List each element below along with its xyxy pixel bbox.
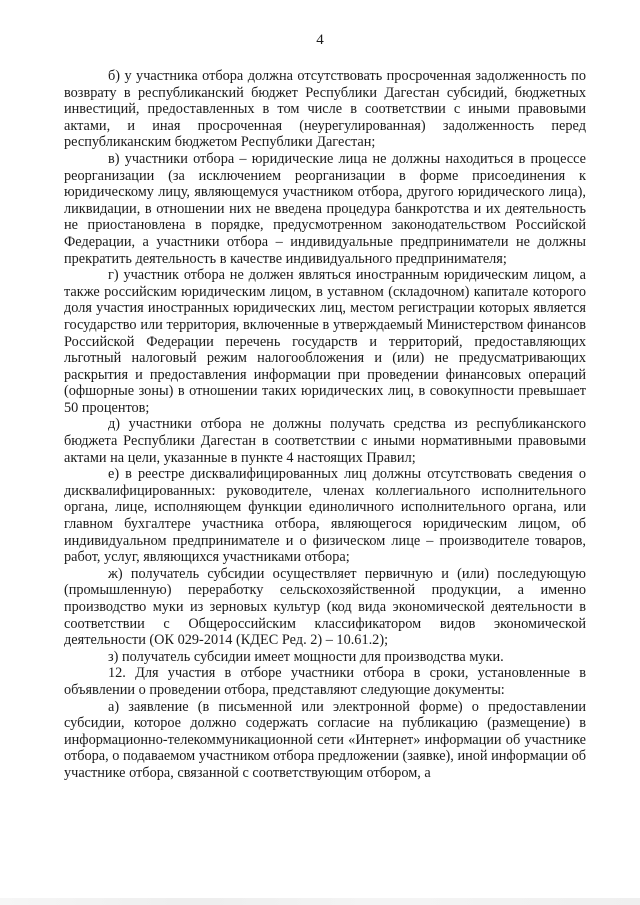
paragraph-zh: ж) получатель субсидии осуществляет первичную и (или) последующую (промышленную) переработку сельскохозяйственной продукции, а именно производство муки из зерновых культур (код вида экономической деятельности в соответствии с Общероссийским классификатором видов экономической деятельности (ОК 029-2014 (КДЕС Ред. 2) – 10.61.2); [64, 565, 586, 649]
paragraph-12: 12. Для участия в отборе участники отбора в сроки, установленные в объявлении о проведении отбора, представляют следующие документы: [64, 665, 586, 698]
page-number: 4 [316, 32, 324, 48]
paragraph-v: в) участники отбора – юридические лица не должны находиться в процессе реорганизации (за исключением реорганизации в форме присоединения к юридическому лицу, являющемуся участником отбора, другого юридического лица), ликвидации, в отношении них не введена процедура банкротства и их деятельность не приостановлена в порядке, предусмотренном законодательством Российской Федерации, а участники отбора – индивидуальные предприниматели не должны прекратить деятельность в качестве индивидуального предпринимателя; [64, 150, 586, 267]
paragraph-d: д) участники отбора не должны получать средства из республиканского бюджета Республики Дагестан в соответствии с иными нормативными правовыми актами на цели, указанные в пункте 4 настоящих Правил; [64, 416, 586, 466]
paragraph-e: е) в реестре дисквалифицированных лиц должны отсутствовать сведения о дисквалифицированных: руководителе, членах коллегиального исполнительного органа, лице, исполняющем функции единоличного исполнительного органа, или главном бухгалтере участника отбора, являющегося юридическим лицом, об индивидуальном предпринимателе и о физическом лице – производителе товаров, работ, услуг, являющихся участниками отбора; [64, 466, 586, 566]
paragraph-a: а) заявление (в письменной или электронной форме) о предоставлении субсидии, которое должно содержать согласие на публикацию (размещение) в информационно-телекоммуникационной сети «Интернет» информации об участнике отбора, о подаваемом участником отбора предложении (заявке), иной информации об участнике отбора, связанной с соответствующим отбором, а [64, 698, 587, 781]
paragraph-b: б) у участника отбора должна отсутствовать просроченная задолженность по возврату в республиканский бюджет Республики Дагестан субсидий, бюджетных инвестиций, предоставленных в том числе в соответствии с иными правовыми актами, и иная просроченная (неурегулированная) задолженность перед республиканским бюджетом Республики Дагестан; [64, 68, 586, 151]
document-body [64, 68, 586, 782]
scan-edge-artifact [0, 898, 640, 905]
paragraph-g: г) участник отбора не должен являться иностранным юридическим лицом, а также российским юридическим лицом, в уставном (складочном) капитале которого доля участия иностранных юридических лиц, местом регистрации которых является государство или территория, включенные в утверждаемый Министерством финансов Российской Федерации перечень государств и территорий, предоставляющих льготный налоговый режим налогообложения и (или) не предусматривающих раскрытия и предоставления информации при проведении финансовых операций (офшорные зоны) в отношении таких юридических лиц, в совокупности превышает 50 процентов; [64, 267, 586, 416]
paragraph-z: з) получатель субсидии имеет мощности для производства муки. [108, 648, 504, 665]
